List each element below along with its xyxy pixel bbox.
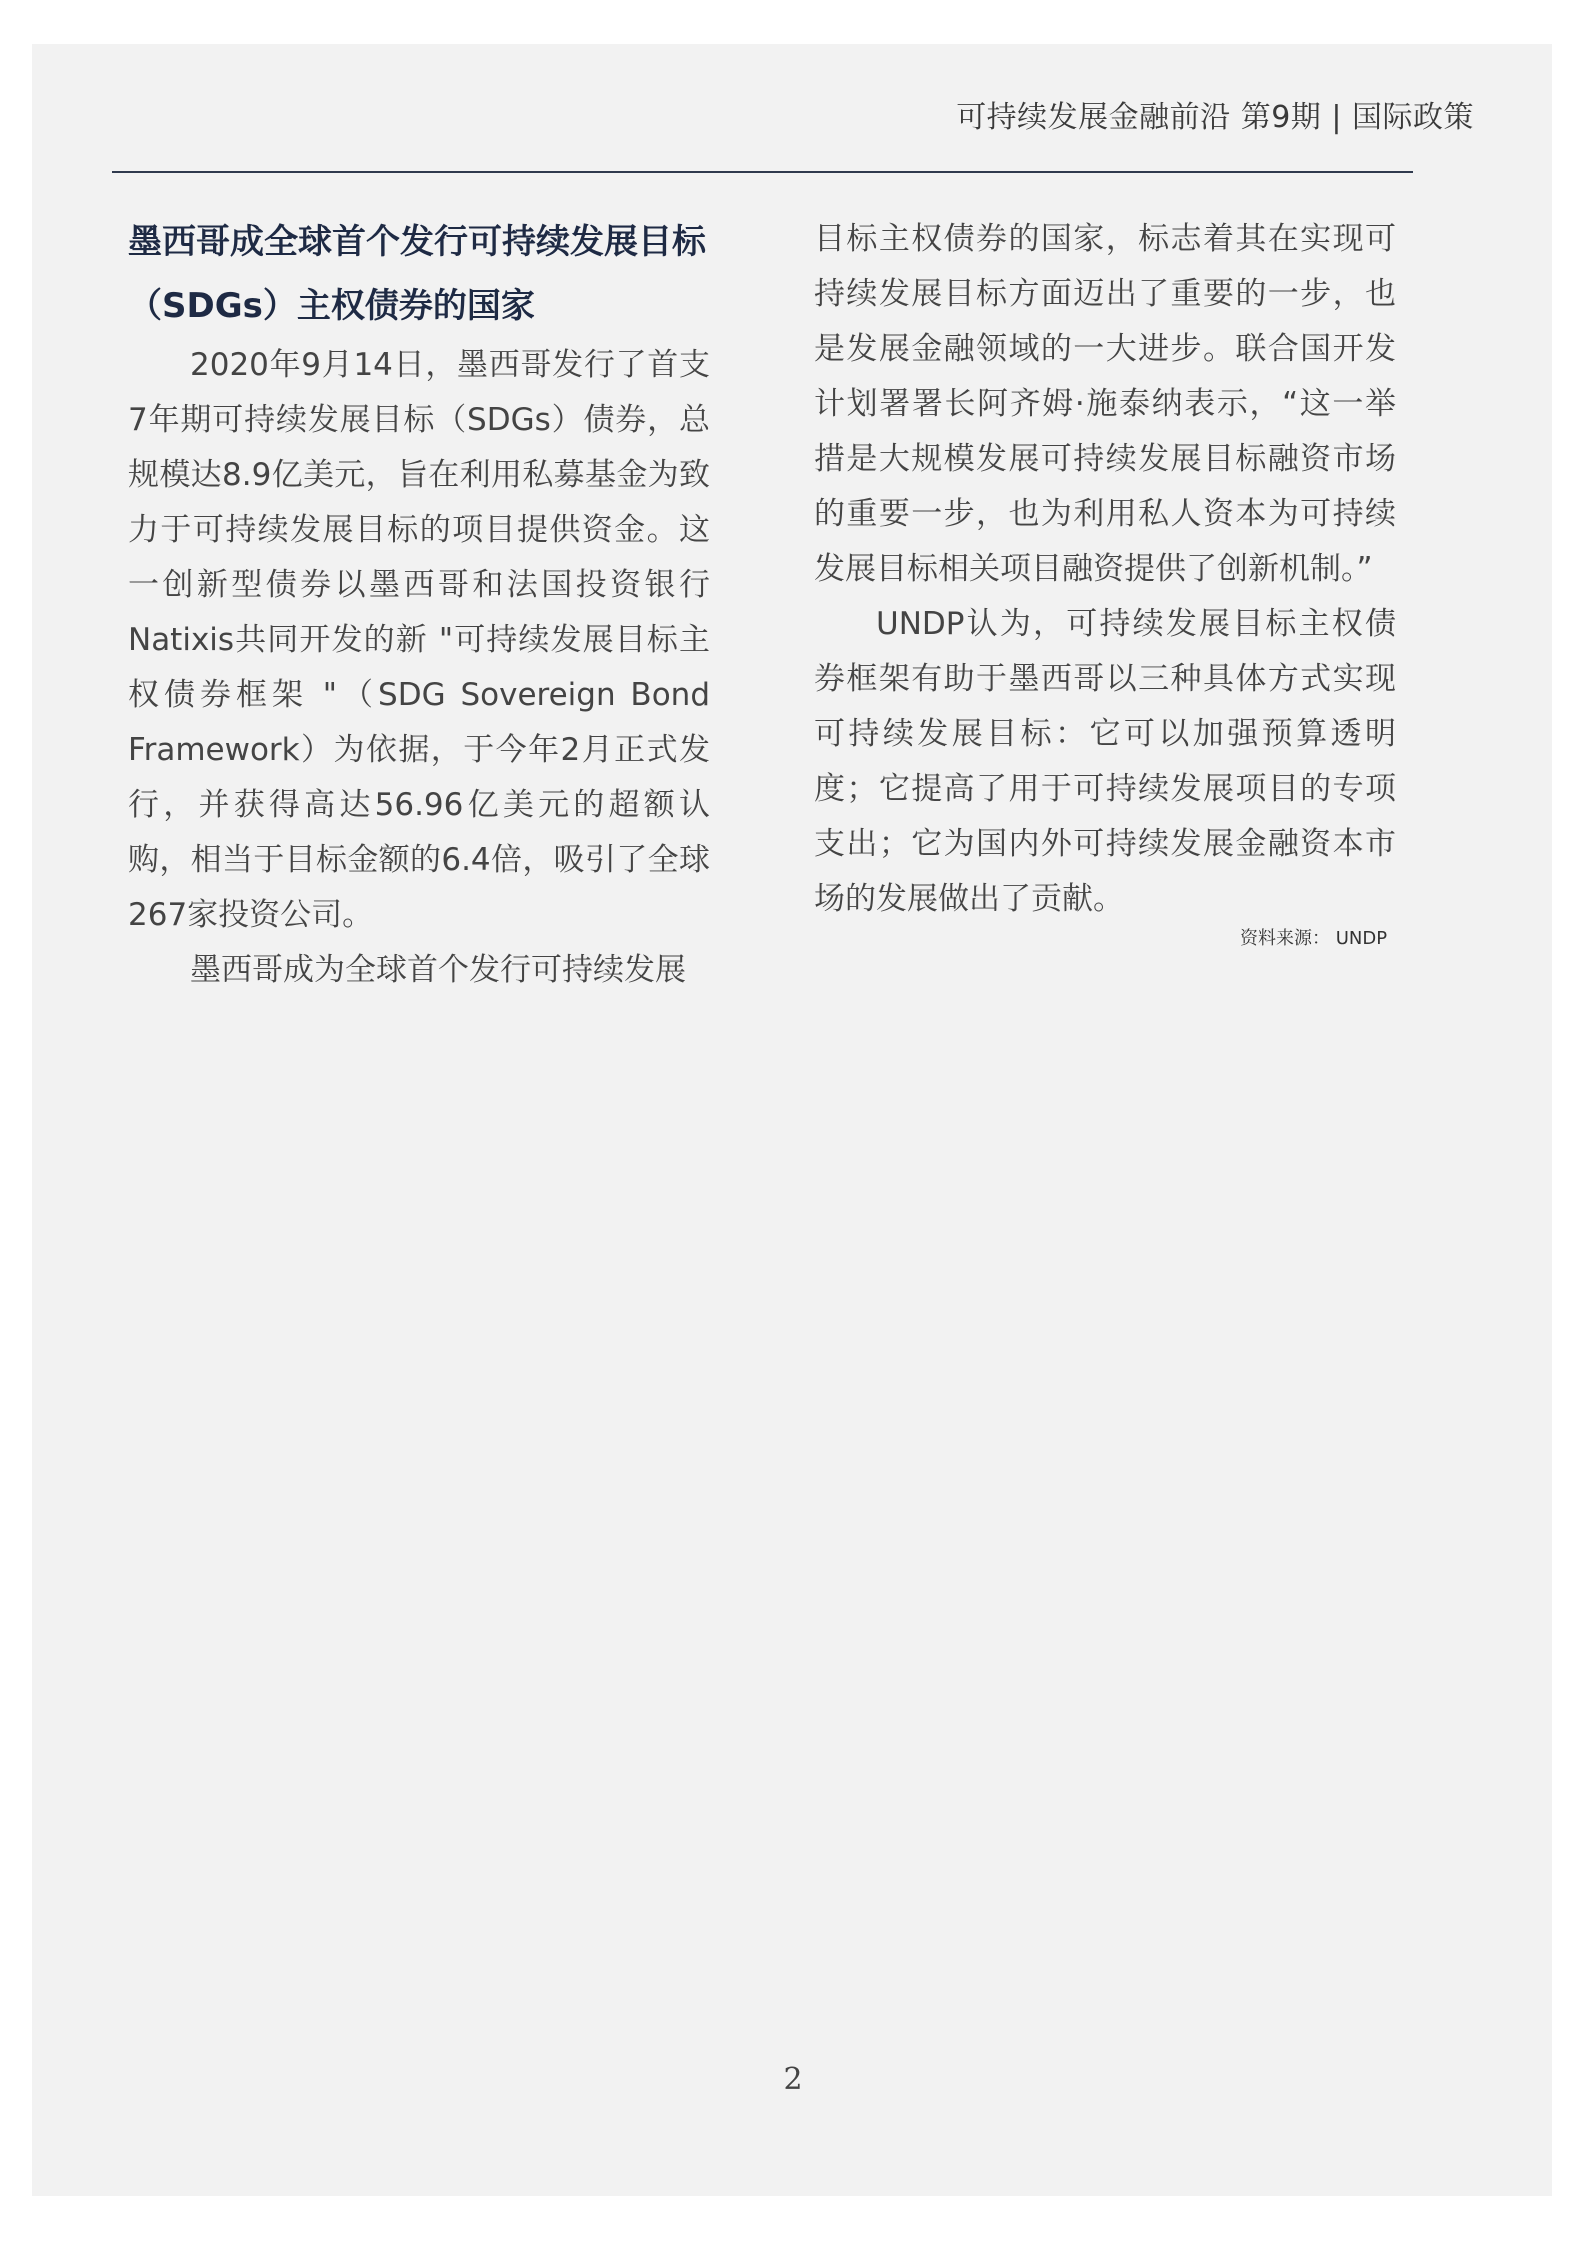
running-head: 可持续发展金融前沿 第9期 | 国际政策 bbox=[956, 100, 1474, 135]
article-left-column bbox=[128, 210, 710, 998]
source-note: 资料来源： UNDP bbox=[1240, 928, 1388, 949]
header-divider bbox=[112, 171, 1413, 173]
article-paragraph-2: 墨西哥成为全球首个发行可持续发展 bbox=[190, 952, 686, 988]
article-right-column bbox=[814, 212, 1396, 927]
article-title: 墨西哥成全球首个发行可持续发展目标（SDGs）主权债券的国家 bbox=[128, 222, 706, 326]
article-paragraph-3: UNDP认为，可持续发展目标主权债券框架有助于墨西哥以三种具体方式实现可持续发展目标：它可以加强预算透明度；它提高了用于可持续发展项目的专项支出；它为国内外可持续发展金融资本市场的发展做出了贡献。 bbox=[814, 606, 1396, 917]
page-number: 2 bbox=[783, 2062, 803, 2097]
article-paragraph-2-continued: 目标主权债券的国家，标志着其在实现可持续发展目标方面迈出了重要的一步，也是发展金融领域的一大进步。联合国开发计划署署长阿齐姆·施泰纳表示，“这一举措是大规模发展可持续发展目标融资市场的重要一步，也为利用私人资本为可持续发展目标相关项目融资提供了创新机制。” bbox=[814, 221, 1396, 587]
article-paragraph-1: 2020年9月14日，墨西哥发行了首支7年期可持续发展目标（SDGs）债券，总规模达8.9亿美元，旨在利用私募基金为致力于可持续发展目标的项目提供资金。这一创新型债券以墨西哥和法国投资银行Natixis共同开发的新 "可持续发展目标主权债券框架 "（SDG Sovereign Bond Framework）为依据，于今年2月正式发行，并获得高达56.96亿美元的超额认购，相当于目标金额的6.4倍，吸引了全球267家投资公司。 bbox=[128, 347, 710, 933]
